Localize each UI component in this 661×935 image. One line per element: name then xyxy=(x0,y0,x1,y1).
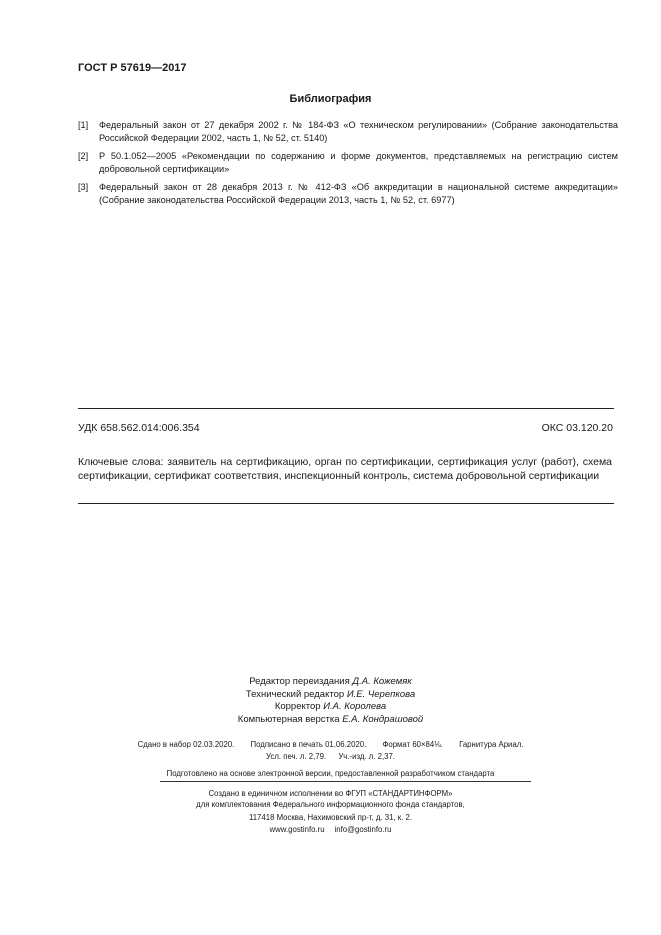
print-sheets-row xyxy=(0,752,661,761)
staff-name: Е.А. Кондрашовой xyxy=(342,713,424,725)
divider xyxy=(160,781,531,782)
bibliography-item xyxy=(78,150,618,176)
bibliography-item-text: Р 50.1.052—2005 «Рекомендации по содержанию и форме документов, представляемых на регистрацию систем добровольной сертификации» xyxy=(99,151,618,174)
publisher-sheets: Уч.-изд. л. 2,37. xyxy=(338,752,395,761)
staff-name: Д.А. Кожемяк xyxy=(352,676,412,687)
document-code: ГОСТ Р 57619—2017 xyxy=(78,62,187,74)
staff-line xyxy=(0,676,661,689)
typeface: Гарнитура Ариал. xyxy=(459,740,524,749)
bibliography-item xyxy=(78,181,618,207)
staff-line xyxy=(0,689,661,702)
website-link[interactable]: www.gostinfo.ru xyxy=(269,825,325,834)
signed-date: Подписано в печать 01.06.2020. xyxy=(250,740,367,749)
divider xyxy=(78,408,614,409)
publisher-address: 117418 Москва, Нахимовский пр-т, д. 31, к. 2. xyxy=(248,813,413,822)
prepared-note: Подготовлено на основе электронной версии, предоставленной разработчиком стандарта xyxy=(166,769,495,778)
printed-sheets: Усл. печ. л. 2,79. xyxy=(266,752,327,761)
bibliography-item xyxy=(78,119,618,145)
email-link[interactable]: info@gostinfo.ru xyxy=(334,825,392,834)
udk-code: УДК 658.562.014:006.354 xyxy=(78,422,200,434)
print-info-row xyxy=(0,740,661,749)
staff-name: И.А. Королева xyxy=(323,701,387,712)
staff-name: И.Е. Черепкова xyxy=(346,688,416,700)
publisher-line: для комплектования Федерального информационного фонда стандартов, xyxy=(196,800,465,809)
staff-role: Компьютерная верстка xyxy=(237,713,340,725)
publisher-line: Создано в единичном исполнении во ФГУП «СТАНДАРТИНФОРМ» xyxy=(208,789,453,798)
publisher-block xyxy=(0,788,661,810)
bibliography-item-number: [1] xyxy=(78,120,89,130)
bibliography-item-text: Федеральный закон от 27 декабря 2002 г. № 184-ФЗ «О техническом регулировании» (Собрание законодательства Российской Федерации 2002, часть 1, № 52, ст. 5140) xyxy=(99,120,618,143)
bibliography-item-number: [2] xyxy=(78,151,89,161)
staff-line xyxy=(0,714,661,727)
bibliography-item-number: [3] xyxy=(78,182,89,192)
publisher-contacts xyxy=(0,812,661,836)
submitted-date: Сдано в набор 02.03.2020. xyxy=(137,740,235,749)
staff-line xyxy=(0,701,661,714)
staff-credits xyxy=(0,676,661,726)
staff-role: Корректор xyxy=(274,701,321,712)
staff-role: Редактор переиздания xyxy=(249,676,350,687)
bibliography-title: Библиография xyxy=(289,93,372,105)
keywords-paragraph: Ключевые слова: заявитель на сертификацию, орган по сертификации, сертификация услуг (работ), схема сертификации, сертификат соответствия, инспекционный контроль, система добровольной сертификации xyxy=(78,456,612,482)
divider xyxy=(78,503,614,504)
oks-code: ОКС 03.120.20 xyxy=(541,422,613,434)
paper-format: Формат 60×84⅛. xyxy=(382,740,443,749)
staff-role: Технический редактор xyxy=(245,688,345,700)
bibliography-item-text: Федеральный закон от 28 декабря 2013 г. № 412-ФЗ «Об аккредитации в национальной системе аккредитации» (Собрание законодательства Российской Федерации 2013, часть 1, № 52, ст. 6977) xyxy=(99,182,618,205)
